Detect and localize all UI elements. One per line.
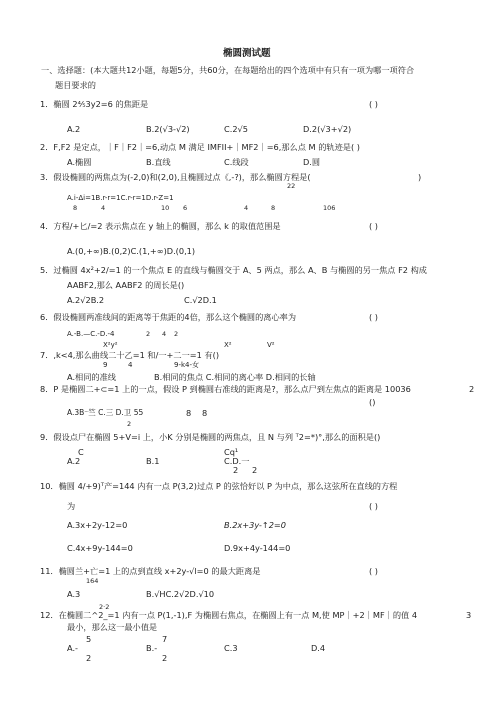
q9-option-a: A.2 [67,456,81,466]
section-heading-cont: 题目要求的 [55,80,96,90]
q1-option-b: B.2(√3-√2) [146,124,190,134]
q5-stem-cont: AABF2,那么 AABF2 的周长是() [67,280,185,290]
q9-option-b: B.1 [146,456,160,466]
q9-above: Cq¹ [224,447,239,457]
q12-fraction-top: 7 [162,634,168,644]
q7-below: 9-k4-女 [174,361,200,369]
q1-stem: 1．椭圆 2⅘3y2=6 的焦距是 [40,99,149,109]
q11-option-bcd: B.√HC.2√2D.√10 [146,589,215,599]
q3-denominator: 8 [73,204,78,212]
q12-option-b: B.- [146,643,158,653]
q2-option-c: C.线段 [224,157,249,167]
q12-stem-cont: 最小，那么这一最小值是 [67,622,158,632]
q7-option-bcd: B.相同的焦点 C.相同的离心率 D.相同的长轴 [154,372,316,382]
q6-answer-paren: ( ) [369,312,378,322]
q6-fraction: 2 [174,330,179,338]
q8-option-tail: 8 [186,408,192,418]
q8-option-tail: 8 [202,408,208,418]
q3-denominator: 4 [244,204,249,212]
q11-option-a: A.3 [67,589,81,599]
q4-stem: 4．方程/+匕/=2 表示焦点在 y 轴上的椭圆，那么 k 的取值范围是 [40,221,281,231]
q1-option-c: C.2√5 [224,124,248,134]
section-heading: 一、选择题：(本大题共12小题，每题5分，共60分，在每题给出的四个选项中有只有一项为哪一项符合 [41,65,415,75]
q5-option-cd: C.√2D.1 [184,295,217,305]
q3-denominator: 6 [183,204,188,212]
q12-number: 3 [466,610,472,620]
q6-options: A.-B.—C.-D.-4 [67,330,115,338]
q6-fraction: 2 [146,330,151,338]
q8-tiny: 2 [127,420,132,428]
page-title: 椭圆测试题 [223,48,271,59]
q7-above: X²y² [103,341,118,349]
q8-stem: 8．P 是椭圆二+⊂=1 上的一点，假设 P 到椭圆右准线的距离是?，那么点尸到左焦点的距离是 10036 [40,384,411,394]
q9-below: 2 [252,465,258,475]
q6-stem: 6．假设椭圆两准线间的距离等于焦距的4倍，那么这个椭圆的离心率为 [40,312,297,322]
q10-stem: 10．椭圆 4/+9)ᵀ产=144 内有一点 P(3,2)过点 P 的弦恰好以 P 为中点，那么这弦所在直线的方程 [40,481,398,491]
q12-option-d: D.4 [311,643,326,653]
q1-option-d: D.2(√3+√2) [303,124,352,134]
q7-below: 4 [128,361,133,369]
q10-option-c: C.4x+9y-144=0 [67,543,133,553]
q11-answer-paren: ( ) [369,566,378,576]
q1-option-a: A.2 [67,124,81,134]
q10-stem-cont: 为 [67,501,76,511]
q3-denominator: 106 [323,204,336,212]
q11-stem: 11．椭圆兰+亡=1 上的点到直线 x+2y-√l=0 的最大距离是 [40,566,261,576]
q5-option-ab: A.2√2B.2 [67,295,105,305]
q8-number: 2 [469,384,475,394]
q3-denominator: 10 [161,204,170,212]
q12-fraction-top: 5 [86,634,92,644]
q12-option-a: A.- [67,643,79,653]
q8-options: A.3B⁻竺 C.三 D.卫 55 [67,408,144,417]
q4-answer-paren: ( ) [369,221,378,231]
q10-option-a: A.3x+2y-12=0 [67,520,128,530]
q4-options: A.(0,+∞)B.(0,2)C.(1,+∞)D.(0,1) [67,246,196,256]
q7-above: X² [224,341,232,349]
q12-fraction-bottom: 2 [162,653,168,663]
q12-fraction-bottom: 2 [86,653,92,663]
q3-close-paren: ) [418,172,422,182]
q12-above: 2·2 [99,603,110,611]
q12-option-c: C.3 [224,643,238,653]
q2-option-d: D.圆 [303,157,321,167]
q5-stem: 5．过椭圆 4x²+2/=1 的一个焦点 E 的直线与椭圆交于 A、5 两点，那么 A、B 与椭圆的另一焦点 F2 构成 [40,265,427,275]
q1-answer-paren: ( ) [369,99,378,109]
q9-below: 2 [233,465,239,475]
q7-stem: 7．,k<4,那么曲线二十乙=1 和/一+二一=1 有() [40,350,220,360]
q2-option-b: B.直线 [146,157,171,167]
q8-answer-paren: () [369,397,376,407]
q6-fraction: 4 [162,330,167,338]
q10-option-d: D.9x+4y-144=0 [224,543,291,553]
q10-answer-paren: ( ) [369,501,378,511]
q3-sub-label: 22 [287,182,296,190]
q3-denominator: 4 [101,204,106,212]
q7-above: V² [267,341,275,349]
q2-stem: 2．F,F2 是定点，｜F｜F2｜=6,动点 M 满足 IMFII+｜MF2｜=6,那么点 M 的轨迹是( ) [40,142,360,152]
q9-above: C [78,447,84,457]
q3-denominator: 8 [271,204,276,212]
q3-stem: 3．假设椭圆的两焦点为(-2,0)和(2,0),且椭圆过点《,-?)，那么椭圆方程是( [40,172,311,182]
q2-option-a: A.椭圆 [67,157,92,167]
q11-sub-label: 164 [86,577,99,585]
q7-option-a: A.相同的准线 [67,372,116,382]
q9-option-cd: C.D.一 [224,456,250,466]
q3-options-line: A.i-Δi=1B.r-r=1C.r-r=1D.r-Z=1 [67,194,174,202]
q10-option-b: B.2x+3y-↑2=0 [224,520,286,530]
q12-stem: 12．在椭圆二^2_=1 内有一点 P(1,-1),F 为椭圆右焦点，在椭圆上有一点 M,使 MP｜+2｜MF｜的值 4 [40,610,418,620]
q9-stem: 9．假设点尸在椭圆 5+V=i 上，小K 分别是椭圆的两焦点，且 N 与列 ᵀ2=*)°,那么的面积是() [40,432,381,442]
q7-below: 9 [103,361,108,369]
